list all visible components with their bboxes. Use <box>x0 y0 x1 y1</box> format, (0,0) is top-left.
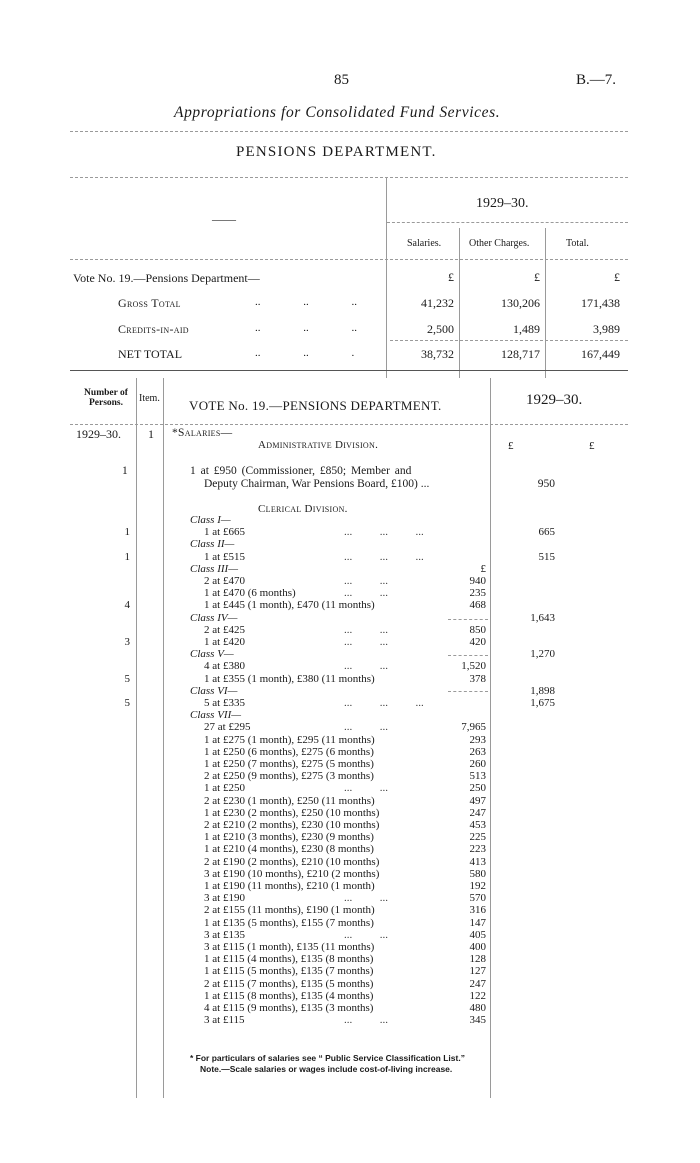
salary-row <box>0 917 700 929</box>
row-description: Class III— <box>190 563 238 575</box>
row-amount-detail: 580 <box>469 868 486 880</box>
detail-vote-title: VOTE No. 19.—PENSIONS DEPARTMENT. <box>189 398 442 413</box>
summary-row-label: Gross Total <box>118 296 181 310</box>
document-reference: B.—7. <box>576 72 617 88</box>
row-description: 3 at £190 (10 months), £210 (2 months) <box>204 868 380 880</box>
salary-row <box>0 941 700 953</box>
salary-row <box>0 660 700 672</box>
summary-header-rule <box>70 259 628 260</box>
subtotal-rule-class-v <box>448 691 488 692</box>
subtotal-rule-class-iii <box>448 619 488 620</box>
summary-col-salaries: Salaries. <box>407 238 442 249</box>
row-description: 4 at £115 (9 months), £135 (3 months) <box>204 1002 374 1014</box>
summary-currency-other: £ <box>534 270 540 284</box>
row-leader-dots: ... ... <box>344 587 388 599</box>
detail-clerical-division: Clerical Division. <box>258 503 348 515</box>
salary-row <box>0 612 700 624</box>
row-amount-total: 1,675 <box>530 697 555 709</box>
summary-row-dots: .. .. .. <box>255 296 357 308</box>
salary-row <box>0 831 700 843</box>
salary-row <box>0 697 700 709</box>
row-amount-detail: 497 <box>469 795 486 807</box>
row-amount-detail: 147 <box>469 917 486 929</box>
summary-year-rule <box>387 222 628 223</box>
row-amount-detail: 413 <box>469 856 486 868</box>
summary-row-total: 171,438 <box>581 296 620 310</box>
row-persons: 1 <box>124 526 130 538</box>
row-amount-detail: £ <box>480 563 486 575</box>
salary-row <box>0 526 700 538</box>
row-amount-total: 1,643 <box>530 612 555 624</box>
row-amount-detail: 1,520 <box>461 660 486 672</box>
row-amount-detail: 400 <box>469 941 486 953</box>
row-amount-detail: 263 <box>469 746 486 758</box>
summary-row-dots: .. .. .. <box>255 322 357 334</box>
summary-bottom-rule <box>70 370 628 371</box>
detail-col-persons-text: Number of Persons. <box>84 388 128 408</box>
salary-row <box>0 746 700 758</box>
page-title: Appropriations for Consolidated Fund Services. <box>174 104 501 121</box>
summary-currency-salaries: £ <box>448 270 454 284</box>
salary-row <box>0 856 700 868</box>
row-amount-total: 515 <box>538 551 555 563</box>
row-description: 1 at £420 <box>204 636 245 648</box>
summary-row-salaries: 2,500 <box>427 322 454 336</box>
salary-row <box>0 1002 700 1014</box>
row-description: 1 at £250 (7 months), £275 (5 months) <box>204 758 374 770</box>
summary-year: 1929–30. <box>476 196 529 211</box>
row-amount-detail: 480 <box>469 1002 486 1014</box>
salary-row <box>0 990 700 1002</box>
detail-col-persons <box>76 388 136 408</box>
summary-col-other: Other Charges. <box>469 238 530 249</box>
commissioner-line2: Deputy Chairman, War Pensions Board, £100) ... <box>204 478 430 490</box>
row-persons: 5 <box>124 697 130 709</box>
row-description: 1 at £190 (11 months), £210 (1 month) <box>204 880 375 892</box>
salary-row <box>0 953 700 965</box>
summary-col-divider-1 <box>459 228 460 378</box>
row-description: 2 at £250 (9 months), £275 (3 months) <box>204 770 374 782</box>
salary-row <box>0 587 700 599</box>
row-amount-detail: 247 <box>469 978 486 990</box>
row-leader-dots: ... ... ... <box>344 526 424 538</box>
detail-pound-col2: £ <box>589 440 595 452</box>
row-description: 1 at £115 (4 months), £135 (8 months) <box>204 953 374 965</box>
detail-admin-division: Administrative Division. <box>258 439 379 451</box>
row-description: 1 at £665 <box>204 526 245 538</box>
row-amount-detail: 513 <box>469 770 486 782</box>
salary-row <box>0 795 700 807</box>
row-leader-dots: ... ... <box>344 929 388 941</box>
row-description: 1 at £275 (1 month), £295 (11 months) <box>204 734 375 746</box>
detail-salaries-heading: *Salaries— <box>172 427 233 439</box>
row-description: 1 at £445 (1 month), £470 (11 months) <box>204 599 375 611</box>
row-description: 2 at £155 (11 months), £190 (1 month) <box>204 904 375 916</box>
summary-row-other: 1,489 <box>513 322 540 336</box>
row-amount-detail: 850 <box>469 624 486 636</box>
row-description: Class I— <box>190 514 231 526</box>
salary-row <box>0 575 700 587</box>
row-description: Class V— <box>190 648 234 660</box>
row-description: 2 at £210 (2 months), £230 (10 months) <box>204 819 380 831</box>
row-description: 1 at £210 (3 months), £230 (9 months) <box>204 831 374 843</box>
row-leader-dots: ... ... <box>344 575 388 587</box>
row-description: Class IV— <box>190 612 238 624</box>
subtotal-rule-class-iv <box>448 655 488 656</box>
row-description: 3 at £190 <box>204 892 245 904</box>
row-description: 1 at £210 (4 months), £230 (8 months) <box>204 843 374 855</box>
row-amount-detail: 420 <box>469 636 486 648</box>
department-heading: PENSIONS DEPARTMENT. <box>236 144 437 160</box>
row-description: 3 at £115 (1 month), £135 (11 months) <box>204 941 375 953</box>
salary-row <box>0 599 700 611</box>
row-persons: 1 <box>124 551 130 563</box>
row-description: 1 at £115 (8 months), £135 (4 months) <box>204 990 374 1002</box>
summary-dash: —— <box>212 212 236 226</box>
row-amount-detail: 7,965 <box>461 721 486 733</box>
commissioner-count: 1 <box>122 465 128 477</box>
salary-row <box>0 892 700 904</box>
row-amount-detail: 128 <box>469 953 486 965</box>
row-amount-detail: 405 <box>469 929 486 941</box>
row-leader-dots: ... ... <box>344 782 388 794</box>
page-number: 85 <box>334 72 349 88</box>
row-amount-detail: 468 <box>469 599 486 611</box>
row-description: 1 at £135 (5 months), £155 (7 months) <box>204 917 374 929</box>
summary-row-salaries: 41,232 <box>421 296 454 310</box>
summary-currency-total: £ <box>614 270 620 284</box>
detail-item-number: 1 <box>148 427 154 441</box>
row-amount-detail: 127 <box>469 965 486 977</box>
row-description: 1 at £515 <box>204 551 245 563</box>
row-amount-detail: 223 <box>469 843 486 855</box>
row-amount-detail: 250 <box>469 782 486 794</box>
title-rule <box>70 131 628 132</box>
salary-row <box>0 868 700 880</box>
row-description: 4 at £380 <box>204 660 245 672</box>
row-description: Class VI— <box>190 685 238 697</box>
row-leader-dots: ... ... <box>344 892 388 904</box>
summary-vote-label: Vote No. 19.—Pensions Department— <box>73 271 260 285</box>
salary-row <box>0 880 700 892</box>
row-amount-detail: 192 <box>469 880 486 892</box>
detail-col-item: Item. <box>139 393 160 404</box>
row-leader-dots: ... ... <box>344 721 388 733</box>
salary-row <box>0 843 700 855</box>
row-persons: 4 <box>124 599 130 611</box>
summary-row-other: 128,717 <box>501 347 540 361</box>
row-description: 1 at £470 (6 months) <box>204 587 296 599</box>
row-leader-dots: ... ... <box>344 660 388 672</box>
row-amount-detail: 345 <box>469 1014 486 1026</box>
salary-row <box>0 965 700 977</box>
salary-row <box>0 770 700 782</box>
row-amount-detail: 235 <box>469 587 486 599</box>
row-amount-detail: 378 <box>469 673 486 685</box>
salary-row <box>0 782 700 794</box>
commissioner-line1: 1 at £950 (Commissioner, £850; Member and <box>190 465 412 477</box>
salary-row <box>0 685 700 697</box>
summary-row-total: 167,449 <box>581 347 620 361</box>
salary-row <box>0 538 700 550</box>
row-amount-detail: 122 <box>469 990 486 1002</box>
row-amount-total: 1,898 <box>530 685 555 697</box>
salary-row <box>0 758 700 770</box>
row-persons: 3 <box>124 636 130 648</box>
row-amount-detail: 260 <box>469 758 486 770</box>
row-description: 1 at £250 <box>204 782 245 794</box>
salary-row <box>0 929 700 941</box>
salary-row <box>0 551 700 563</box>
salary-row <box>0 563 700 575</box>
commissioner-amount: 950 <box>537 478 555 490</box>
row-leader-dots: ... ... <box>344 624 388 636</box>
summary-row-label: NET TOTAL <box>118 347 183 361</box>
row-description: 1 at £250 (6 months), £275 (6 months) <box>204 746 374 758</box>
detail-pound-col1: £ <box>508 440 514 452</box>
row-description: 2 at £190 (2 months), £210 (10 months) <box>204 856 380 868</box>
detail-year: 1929–30. <box>526 392 583 408</box>
summary-row-label: Credits-in-aid <box>118 322 189 336</box>
row-amount-detail: 940 <box>469 575 486 587</box>
summary-row-other: 130,206 <box>501 296 540 310</box>
department-rule <box>70 177 628 178</box>
row-description: Class VII— <box>190 709 242 721</box>
salary-row <box>0 721 700 733</box>
row-description: 2 at £230 (1 month), £250 (11 months) <box>204 795 375 807</box>
row-amount-detail: 247 <box>469 807 486 819</box>
row-amount-detail: 316 <box>469 904 486 916</box>
row-leader-dots: ... ... <box>344 1014 388 1026</box>
salary-row <box>0 978 700 990</box>
row-description: 3 at £115 <box>204 1014 245 1026</box>
salary-row <box>0 624 700 636</box>
salary-row <box>0 514 700 526</box>
salary-row <box>0 648 700 660</box>
row-description: Class II— <box>190 538 235 550</box>
salary-row <box>0 904 700 916</box>
row-description: 1 at £355 (1 month), £380 (11 months) <box>204 673 375 685</box>
row-leader-dots: ... ... ... <box>344 551 424 563</box>
row-description: 1 at £230 (2 months), £250 (10 months) <box>204 807 380 819</box>
salary-row <box>0 807 700 819</box>
row-amount-detail: 570 <box>469 892 486 904</box>
summary-divider <box>386 178 387 378</box>
detail-persons-year: 1929–30. <box>76 427 121 441</box>
row-amount-total: 665 <box>538 526 555 538</box>
summary-subtotal-rule <box>390 340 628 341</box>
row-amount-total: 1,270 <box>530 648 555 660</box>
summary-col-total: Total. <box>566 238 589 249</box>
footnote-classification: * For particulars of salaries see “ Public Service Classification List.” <box>190 1053 465 1063</box>
row-amount-detail: 453 <box>469 819 486 831</box>
salary-row <box>0 636 700 648</box>
salary-row <box>0 673 700 685</box>
summary-col-divider-2 <box>545 228 546 378</box>
row-description: 2 at £115 (7 months), £135 (5 months) <box>204 978 374 990</box>
row-leader-dots: ... ... <box>344 636 388 648</box>
row-description: 1 at £115 (5 months), £135 (7 months) <box>204 965 374 977</box>
row-description: 2 at £425 <box>204 624 245 636</box>
salary-row <box>0 709 700 721</box>
detail-header-rule <box>70 424 628 425</box>
row-description: 2 at £470 <box>204 575 245 587</box>
row-description: 3 at £135 <box>204 929 245 941</box>
summary-row-dots: .. .. . <box>255 347 355 359</box>
footnote-scale-note: Note.—Scale salaries or wages include cost-of-living increase. <box>200 1064 453 1074</box>
salary-row <box>0 1014 700 1026</box>
row-description: 5 at £335 <box>204 697 245 709</box>
row-amount-detail: 293 <box>469 734 486 746</box>
row-leader-dots: ... ... ... <box>344 697 424 709</box>
row-description: 27 at £295 <box>204 721 251 733</box>
summary-row-salaries: 38,732 <box>421 347 454 361</box>
salary-row <box>0 734 700 746</box>
salary-row <box>0 819 700 831</box>
row-persons: 5 <box>124 673 130 685</box>
row-amount-detail: 225 <box>469 831 486 843</box>
summary-row-total: 3,989 <box>593 322 620 336</box>
